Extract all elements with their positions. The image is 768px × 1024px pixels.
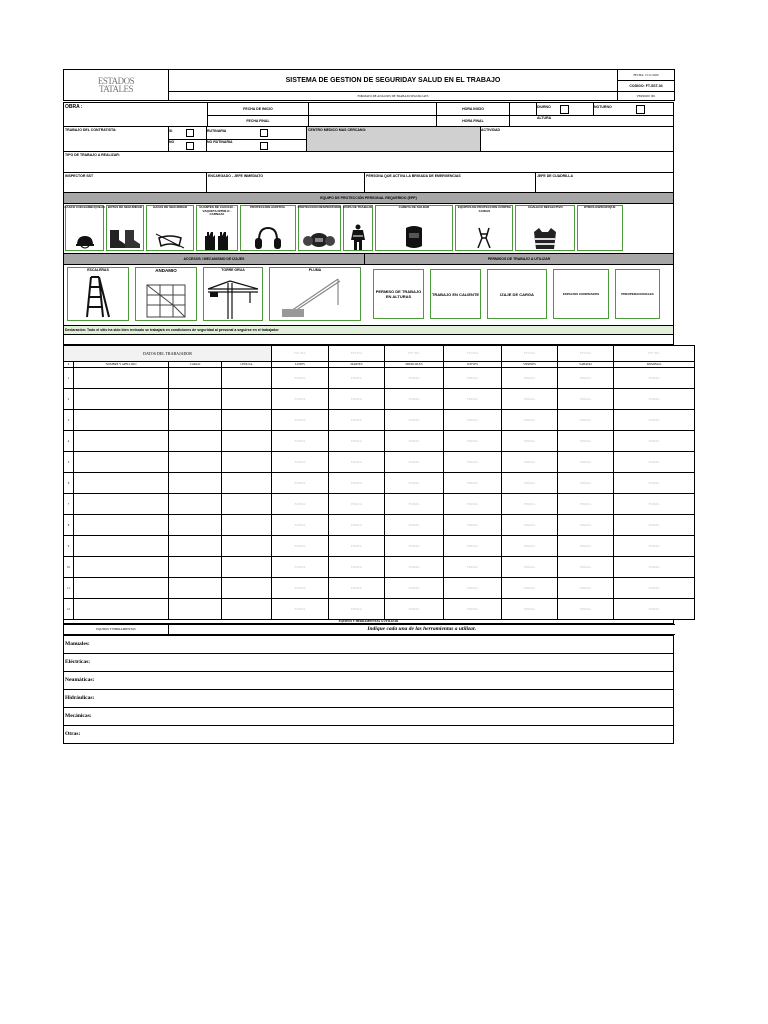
no-rutinaria-label: NO RUTINARIA	[207, 140, 233, 144]
declaracion-text: Declaración: Todo el sitio ha sido bien revisado se trabajará en condiciones de seguridad al personal a seguirse en el trabajador	[65, 328, 279, 332]
table-row	[64, 452, 695, 473]
row-obra	[63, 102, 674, 127]
epp-otros[interactable]	[576, 204, 673, 252]
date-viernes[interactable]: FECHA	[502, 346, 558, 362]
firma-sabado[interactable]: FIRMA	[558, 473, 614, 494]
cedula-input[interactable]	[222, 515, 272, 536]
firma-jueves[interactable]: FIRMA	[444, 368, 502, 389]
epp-band: EQUIPO DE PROTECCIÓN PERSONAL REQUERIDO (EPP)	[63, 193, 674, 204]
table-row	[64, 410, 695, 431]
table-row	[64, 389, 695, 410]
epp-casco-label: CASCO CON BARBUQUEJO	[64, 205, 105, 209]
work-clothes-icon	[350, 224, 366, 250]
nombre-input[interactable]	[74, 473, 169, 494]
cargo-input[interactable]	[169, 368, 222, 389]
firma-martes[interactable]: FIRMA	[329, 473, 385, 494]
obra-text: OBRA :	[65, 104, 83, 110]
cuadrilla-label: JEFE DE CUADRILLA	[537, 174, 573, 178]
epp-respiratoria-label: PROTECCION RESPIRATORIA	[297, 205, 341, 209]
cedula-input[interactable]	[222, 368, 272, 389]
row-number: 5	[64, 452, 74, 473]
logo-text: ESTADOS TATALES	[97, 76, 135, 94]
firma-sabado[interactable]: FIRMA	[558, 410, 614, 431]
firma-martes[interactable]: FIRMA	[329, 599, 385, 620]
workers-body	[64, 368, 695, 620]
row-number: 9	[64, 536, 74, 557]
tools-header	[63, 624, 675, 635]
firma-miercoles[interactable]: FIRMA	[385, 599, 444, 620]
permiso-izaje[interactable]	[484, 265, 550, 323]
acceso-permisos-grid	[63, 265, 674, 326]
hora-divider	[509, 115, 673, 116]
firma-sabado[interactable]: FIRMA	[558, 599, 614, 620]
form-title: SISTEMA DE GESTION DE SEGURIDAY SALUD EN EL TRABAJO	[169, 70, 618, 92]
permiso-caliente[interactable]	[427, 265, 484, 323]
form-subtitle: FORMATO DE ANALISIS DE TRABAJO SEGURO ATS	[169, 92, 618, 101]
diurno-text: DIURNO	[537, 105, 551, 109]
col-num: #	[64, 362, 74, 368]
firma-domingo[interactable]: FIRMA	[614, 578, 695, 599]
firma-viernes[interactable]: FIRMA	[502, 536, 558, 557]
firma-lunes[interactable]: FIRMA	[272, 515, 329, 536]
date-miercoles[interactable]: FECHA	[385, 346, 444, 362]
nombre-input[interactable]	[74, 536, 169, 557]
firma-miercoles[interactable]: FIRMA	[385, 431, 444, 452]
tools-table	[63, 635, 674, 744]
firma-lunes[interactable]: FIRMA	[272, 368, 329, 389]
tower-crane-icon	[206, 279, 260, 319]
sep-c2	[169, 139, 306, 140]
tools-band: EQUIPOS Y HERRAMIENTAS A UTILIZAR	[63, 620, 674, 624]
encargado-label: ENCARGADO - JEFE INMEDIATO	[208, 174, 264, 178]
cargo-input[interactable]	[169, 431, 222, 452]
epp-gafas-label: GAFAS DE SEGURIDAD	[152, 205, 188, 209]
diurno-check[interactable]	[560, 105, 569, 114]
firma-domingo[interactable]: FIRMA	[614, 536, 695, 557]
firma-viernes[interactable]: FIRMA	[502, 494, 558, 515]
cargo-input[interactable]	[169, 494, 222, 515]
escaleras-label: ESCALERAS	[87, 268, 109, 272]
firma-martes[interactable]: FIRMA	[329, 557, 385, 578]
firma-domingo[interactable]: FIRMA	[614, 368, 695, 389]
permiso-caliente-label: TRABAJO EN CALIENTE	[430, 269, 481, 319]
acceso-pluma[interactable]	[266, 265, 364, 323]
acceso-band: ACCESOS / MECANISMO DE IZAJES	[64, 254, 365, 264]
epp-ropa[interactable]	[342, 204, 374, 252]
firma-domingo[interactable]: FIRMA	[614, 599, 695, 620]
header-table	[63, 69, 675, 101]
gloves-icon	[202, 230, 232, 250]
workers-section-label: DATOS DEL TRABAJADOR	[64, 346, 272, 362]
date-sabado[interactable]: FECHA	[558, 346, 614, 362]
harness-icon	[474, 226, 494, 250]
firma-jueves[interactable]: FIRMA	[444, 452, 502, 473]
form-version: VERSION: 001	[618, 92, 675, 101]
firma-martes[interactable]: FIRMA	[329, 389, 385, 410]
firma-miercoles[interactable]: FIRMA	[385, 410, 444, 431]
firma-viernes[interactable]: FIRMA	[502, 578, 558, 599]
cargo-input[interactable]	[169, 515, 222, 536]
andamio-label: ANDAMIO	[155, 268, 177, 273]
row-contratista	[63, 126, 674, 152]
form-date: FECHA: 15/11/2020	[618, 70, 675, 81]
row-number: 10	[64, 557, 74, 578]
cargo-input[interactable]	[169, 389, 222, 410]
row-tipo-trabajo[interactable]	[63, 151, 674, 173]
firma-viernes[interactable]: FIRMA	[502, 515, 558, 536]
col-viernes: VIERNES	[502, 362, 558, 368]
firma-martes[interactable]: FIRMA	[329, 578, 385, 599]
firma-viernes[interactable]: FIRMA	[502, 473, 558, 494]
brigada-label: PERSONA QUE ACTIVA LA BRIGADA DE EMERGENCIAS	[366, 174, 461, 178]
firma-jueves[interactable]: FIRMA	[444, 578, 502, 599]
nombre-input[interactable]	[74, 557, 169, 578]
epp-botas-label: BOTAS DE SEGURIDAD	[107, 205, 143, 209]
cedula-input[interactable]	[222, 410, 272, 431]
firma-jueves[interactable]: FIRMA	[444, 473, 502, 494]
workers-table	[63, 345, 695, 620]
epp-casco[interactable]	[64, 204, 105, 252]
table-row	[64, 536, 695, 557]
boots-icon	[107, 228, 143, 250]
firma-miercoles[interactable]: FIRMA	[385, 536, 444, 557]
tool-category-label: Mecánicas:	[64, 708, 674, 726]
acceso-andamio[interactable]	[132, 265, 200, 323]
row-number: 3	[64, 410, 74, 431]
acceso-escaleras[interactable]	[64, 265, 132, 323]
row-number: 4	[64, 431, 74, 452]
tool-category-label: Eléctricas:	[64, 654, 674, 672]
cedula-input[interactable]	[222, 578, 272, 599]
firma-sabado[interactable]: FIRMA	[558, 368, 614, 389]
contratista-label: TRABAJO DEL CONTRATISTA:	[65, 128, 117, 132]
firma-domingo[interactable]: FIRMA	[614, 431, 695, 452]
no-label: NO	[169, 140, 175, 144]
firma-miercoles[interactable]: FIRMA	[385, 494, 444, 515]
nocturno-text: NOTURNO	[594, 105, 612, 109]
epp-auditiva-label: PROTECCION AUDITIVA	[250, 205, 285, 209]
permiso-confinados-label: ESPACIOS CONFINADOS	[553, 269, 609, 319]
firma-miercoles[interactable]: FIRMA	[385, 515, 444, 536]
cedula-input[interactable]	[222, 494, 272, 515]
inspector-label: INSPECTOR SST	[65, 174, 94, 178]
firma-lunes[interactable]: FIRMA	[272, 473, 329, 494]
tool-row[interactable]	[64, 726, 674, 744]
sep-r3	[535, 173, 536, 192]
cargo-input[interactable]	[169, 557, 222, 578]
cedula-input[interactable]	[222, 452, 272, 473]
row-number: 2	[64, 389, 74, 410]
firma-martes[interactable]: FIRMA	[329, 410, 385, 431]
col-lunes: LUNES	[272, 362, 329, 368]
si-checkbox[interactable]	[186, 129, 194, 137]
firma-miercoles[interactable]: FIRMA	[385, 578, 444, 599]
firma-domingo[interactable]: FIRMA	[614, 410, 695, 431]
rutinaria-label: RUTINARIA	[207, 129, 227, 133]
firma-sabado[interactable]: FIRMA	[558, 452, 614, 473]
epp-respiratoria[interactable]	[297, 204, 342, 252]
tools-indique: Indique cada una de las herramientas a utilizar.	[169, 625, 675, 635]
nombre-input[interactable]	[74, 452, 169, 473]
firma-miercoles[interactable]: FIRMA	[385, 389, 444, 410]
firma-lunes[interactable]: FIRMA	[272, 578, 329, 599]
cargo-input[interactable]	[169, 578, 222, 599]
nombre-input[interactable]	[74, 389, 169, 410]
firma-lunes[interactable]: FIRMA	[272, 494, 329, 515]
row-number: 11	[64, 578, 74, 599]
epp-chaleco-label: CHALECO REFLECTIVO	[528, 205, 563, 209]
tools-label: EQUIPOS Y HERRAMIENTAS	[64, 625, 169, 635]
row-number: 12	[64, 599, 74, 620]
firma-martes[interactable]: FIRMA	[329, 368, 385, 389]
firma-domingo[interactable]: FIRMA	[614, 389, 695, 410]
col-jueves: JUEVES	[444, 362, 502, 368]
tool-row[interactable]	[64, 654, 674, 672]
firma-jueves[interactable]: FIRMA	[444, 599, 502, 620]
row-responsables	[63, 173, 674, 193]
firma-sabado[interactable]: FIRMA	[558, 494, 614, 515]
pluma-label: PLUMA	[308, 268, 322, 272]
firma-sabado[interactable]: FIRMA	[558, 578, 614, 599]
cargo-input[interactable]	[169, 410, 222, 431]
firma-sabado[interactable]: FIRMA	[558, 536, 614, 557]
firma-martes[interactable]: FIRMA	[329, 452, 385, 473]
row-number: 6	[64, 473, 74, 494]
nombre-input[interactable]	[74, 515, 169, 536]
permisos-band: PERMISOS DE TRABAJO A UTILIZAR	[487, 257, 551, 261]
firma-sabado[interactable]: FIRMA	[558, 389, 614, 410]
table-row	[64, 515, 695, 536]
nombre-input[interactable]	[74, 410, 169, 431]
firma-miercoles[interactable]: FIRMA	[385, 368, 444, 389]
date-lunes[interactable]: FECHA	[272, 346, 329, 362]
firma-jueves[interactable]: FIRMA	[444, 410, 502, 431]
sep-r2	[364, 173, 365, 192]
epp-careta-label: CARETA DE SOLDAR	[398, 205, 430, 209]
permiso-preoperacionales[interactable]	[612, 265, 663, 323]
firma-domingo[interactable]: FIRMA	[614, 557, 695, 578]
cedula-input[interactable]	[222, 557, 272, 578]
firma-lunes[interactable]: FIRMA	[272, 452, 329, 473]
date-domingo[interactable]: FECHA	[614, 346, 695, 362]
spacer-row	[63, 335, 674, 345]
altura-text: ALTURA	[537, 116, 552, 120]
firma-miercoles[interactable]: FIRMA	[385, 557, 444, 578]
permiso-izaje-label: IZAJE DE CARGA	[487, 269, 547, 319]
table-row	[64, 368, 695, 389]
hora-final-text: HORA FINAL	[436, 115, 510, 127]
form-code: CODIGO: FT-SST-04	[618, 81, 675, 92]
si-label: SI	[169, 129, 173, 133]
firma-viernes[interactable]: FIRMA	[502, 410, 558, 431]
col-martes: MARTES	[329, 362, 385, 368]
vest-icon	[533, 226, 557, 250]
no-rutinaria-checkbox[interactable]	[260, 142, 268, 150]
ear-protection-icon	[253, 226, 283, 250]
cedula-input[interactable]	[222, 389, 272, 410]
firma-miercoles[interactable]: FIRMA	[385, 473, 444, 494]
firma-domingo[interactable]: FIRMA	[614, 515, 695, 536]
nombre-input[interactable]	[74, 431, 169, 452]
epp-guantes-label: GUANTES DE CAUCHO - VAQUETA NITRILO - CARNAZA	[199, 205, 235, 216]
helmet-icon	[75, 234, 95, 250]
firma-lunes[interactable]: FIRMA	[272, 599, 329, 620]
goggles-icon	[155, 232, 185, 250]
boom-crane-icon	[280, 275, 350, 319]
tool-category-label: Manuales:	[64, 636, 674, 654]
epp-grid	[63, 204, 674, 254]
epp-caidas[interactable]	[454, 204, 514, 252]
tool-category-label: Otras:	[64, 726, 674, 744]
col-miercoles: MIERCOLES	[385, 362, 444, 368]
firma-domingo[interactable]: FIRMA	[614, 452, 695, 473]
permiso-alturas[interactable]	[370, 265, 427, 323]
tool-row[interactable]	[64, 708, 674, 726]
welding-mask-icon	[403, 224, 425, 250]
epp-otros-label: OTROS ESPECIFIQUE	[583, 205, 616, 209]
ats-form	[63, 69, 674, 744]
col-domingo: DOMINGO	[614, 362, 695, 368]
cargo-input[interactable]	[169, 599, 222, 620]
firma-domingo[interactable]: FIRMA	[614, 473, 695, 494]
tipo-trabajo-label: TIPO DE TRABAJO A REALIZAR:	[65, 153, 120, 157]
centro-medico-label: CENTRO MEDICO MAS CERCANO:	[308, 128, 367, 132]
tool-row[interactable]	[64, 636, 674, 654]
nocturno-check[interactable]	[636, 105, 645, 114]
epp-caidas-label: EQUIPOS DE PROTECCION CONTRA CAIDAS	[457, 205, 511, 213]
permiso-preoperacionales-label: PREOPERACIONALES	[615, 269, 660, 319]
firma-viernes[interactable]: FIRMA	[502, 452, 558, 473]
firma-sabado[interactable]: FIRMA	[558, 515, 614, 536]
torre-grua-label: TORRE GRUA	[221, 268, 245, 272]
no-checkbox[interactable]	[186, 142, 194, 150]
cedula-input[interactable]	[222, 536, 272, 557]
firma-lunes[interactable]: FIRMA	[272, 557, 329, 578]
col-cedula: CEDULA	[222, 362, 272, 368]
firma-martes[interactable]: FIRMA	[329, 536, 385, 557]
nombre-input[interactable]	[74, 578, 169, 599]
epp-auditiva[interactable]	[239, 204, 297, 252]
declaracion	[63, 326, 674, 335]
firma-viernes[interactable]: FIRMA	[502, 599, 558, 620]
firma-lunes[interactable]: FIRMA	[272, 431, 329, 452]
sep-r1	[206, 173, 207, 192]
tool-category-label: Neumáticas:	[64, 672, 674, 690]
firma-jueves[interactable]: FIRMA	[444, 431, 502, 452]
firma-jueves[interactable]: FIRMA	[444, 389, 502, 410]
firma-lunes[interactable]: FIRMA	[272, 536, 329, 557]
cedula-input[interactable]	[222, 431, 272, 452]
row-number: 1	[64, 368, 74, 389]
tool-category-label: Hidráulicas:	[64, 690, 674, 708]
firma-sabado[interactable]: FIRMA	[558, 557, 614, 578]
epp-guantes[interactable]	[195, 204, 238, 252]
tool-row[interactable]	[64, 672, 674, 690]
firma-miercoles[interactable]: FIRMA	[385, 452, 444, 473]
firma-viernes[interactable]: FIRMA	[502, 431, 558, 452]
firma-martes[interactable]: FIRMA	[329, 494, 385, 515]
firma-viernes[interactable]: FIRMA	[502, 389, 558, 410]
cedula-input[interactable]	[222, 473, 272, 494]
firma-martes[interactable]: FIRMA	[329, 515, 385, 536]
firma-jueves[interactable]: FIRMA	[444, 494, 502, 515]
firma-jueves[interactable]: FIRMA	[444, 515, 502, 536]
tool-row[interactable]	[64, 690, 674, 708]
date-jueves[interactable]: FECHA	[444, 346, 502, 362]
table-row	[64, 431, 695, 452]
date-martes[interactable]: FECHA	[329, 346, 385, 362]
epp-gafas[interactable]	[145, 204, 196, 252]
firma-viernes[interactable]: FIRMA	[502, 557, 558, 578]
table-row	[64, 578, 695, 599]
general-grid	[63, 102, 674, 184]
company-logo	[64, 70, 169, 101]
hora-inicio-text: HORA INICIO	[436, 103, 510, 116]
fecha-divider	[308, 115, 436, 116]
fecha-final-text: FECHA FINAL	[207, 115, 309, 127]
epp-chaleco[interactable]	[514, 204, 576, 252]
firma-sabado[interactable]: FIRMA	[558, 431, 614, 452]
rutinaria-checkbox[interactable]	[260, 129, 268, 137]
bands-row	[63, 254, 674, 265]
table-row	[64, 557, 695, 578]
respirator-icon	[302, 230, 336, 250]
firma-lunes[interactable]: FIRMA	[272, 410, 329, 431]
firma-domingo[interactable]: FIRMA	[614, 494, 695, 515]
epp-ropa-label: ROPA DE TRABAJO	[343, 205, 373, 209]
epp-botas[interactable]	[105, 204, 144, 252]
col-cargo: CARGO	[169, 362, 222, 368]
col-sabado: SABADO	[558, 362, 614, 368]
nombre-input[interactable]	[74, 368, 169, 389]
actividad-label: ACTIVIDAD	[481, 128, 501, 132]
row-number: 8	[64, 515, 74, 536]
table-row	[64, 494, 695, 515]
table-row	[64, 599, 695, 620]
centro-medico-cell[interactable]	[306, 127, 481, 152]
scaffold-icon	[145, 283, 187, 319]
fecha-inicio-text: FECHA DE INICIO	[207, 103, 309, 116]
cargo-input[interactable]	[169, 452, 222, 473]
permiso-alturas-label: PERMISO DE TRABAJO EN ALTURAS	[373, 269, 424, 319]
firma-jueves[interactable]: FIRMA	[444, 536, 502, 557]
nombre-input[interactable]	[74, 494, 169, 515]
firma-jueves[interactable]: FIRMA	[444, 557, 502, 578]
table-row	[64, 473, 695, 494]
cargo-input[interactable]	[169, 473, 222, 494]
ladder-icon	[85, 275, 111, 319]
firma-viernes[interactable]: FIRMA	[502, 368, 558, 389]
col-nombre: NOMBRE Y APELLIDO	[74, 362, 169, 368]
row-number: 7	[64, 494, 74, 515]
permiso-confinados[interactable]	[550, 265, 612, 323]
cargo-input[interactable]	[169, 536, 222, 557]
acceso-torre-grua[interactable]	[200, 265, 266, 323]
cedula-input[interactable]	[222, 599, 272, 620]
nombre-input[interactable]	[74, 599, 169, 620]
epp-careta[interactable]	[374, 204, 455, 252]
firma-martes[interactable]: FIRMA	[329, 431, 385, 452]
firma-lunes[interactable]: FIRMA	[272, 389, 329, 410]
